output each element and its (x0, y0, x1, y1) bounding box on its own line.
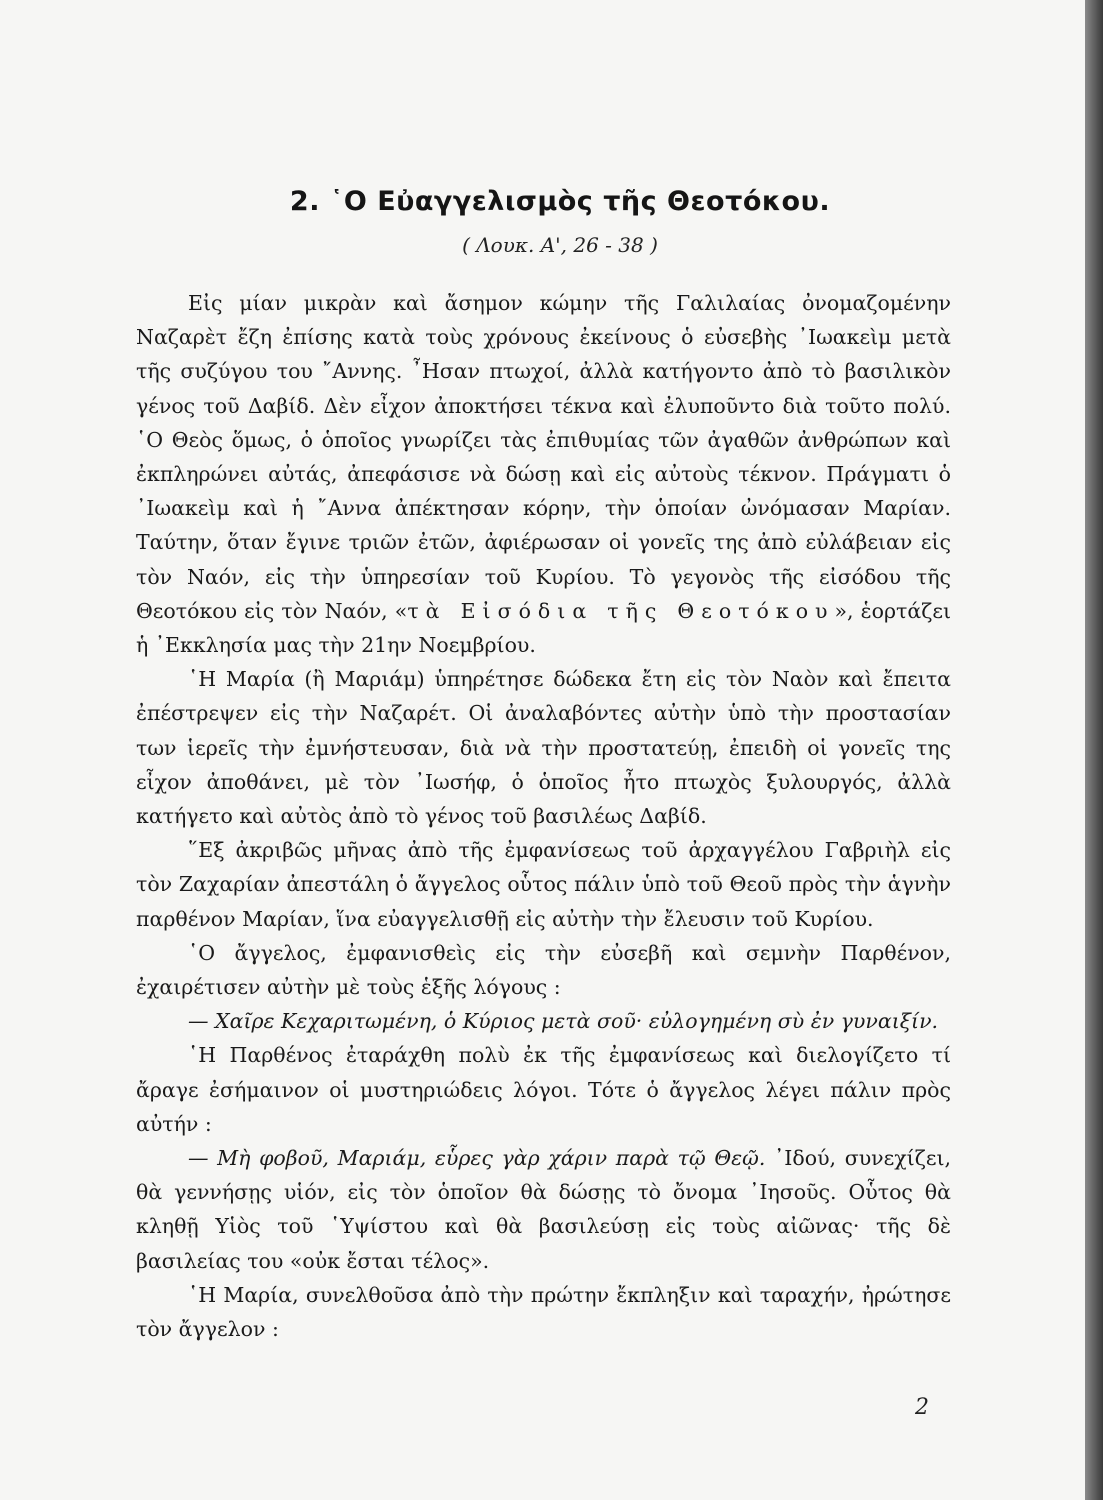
body-text (136, 286, 951, 1346)
paragraph-7: — Μὴ φοβοῦ, Μαριάμ, εὗρες γὰρ χάριν παρὰ τῷ Θεῷ. ᾿Ιδού, συνεχίζει, θὰ γεννήσῃς υἱόν, εἰς τὸν ὁποῖον θὰ δώσῃς τὸ ὄνομα ᾿Ιησοῦς. Οὗτος θὰ κληθῇ Υἱὸς τοῦ ῾Υψίστου καὶ θὰ βασιλεύσῃ εἰς τοὺς αἰῶνας· τῆς δὲ βασιλείας του «οὐκ ἔσται τέλος». (136, 1146, 952, 1273)
feast-name: τὰ Εἰσόδια τῆς Θεοτόκου (407, 598, 835, 623)
paragraph-1: Εἰς μίαν μικρὰν καὶ ἄσημον κώμην τῆς Γαλιλαίας ὀνομαζομένην Ναζαρὲτ ἔζη ἐπίσης κατὰ τοὺς χρόνους ἐκείνους ὁ εὐσεβὴς ᾿Ιωακεὶμ μετὰ τῆς συζύγου του ῎Αννης. ῏Ησαν πτωχοί, ἀλλὰ κατήγοντο ἀπὸ τὸ βασιλικὸν γένος τοῦ Δαβίδ. Δὲν εἶχον ἀποκτήσει τέκνα καὶ ἐλυποῦντο διὰ τοῦτο πολύ. ῾Ο Θεὸς ὅμως, ὁ ὁποῖος γνωρίζει τὰς ἐπιθυμίας τῶν ἀγαθῶν ἀνθρώπων καὶ ἐκπληρώνει αὐτάς, ἀπεφάσισε νὰ δώσῃ καὶ εἰς αὐτοὺς τέκνον. Πράγματι ὁ ᾿Ιωακεὶμ καὶ ἡ ῎Αννα ἀπέκτησαν κόρην, τὴν ὁποίαν ὠνόμασαν Μαρίαν. Ταύτην, ὅταν ἔγινε τριῶν ἐτῶν, ἀφιέρωσαν οἱ γονεῖς της ἀπὸ εὐλάβειαν εἰς τὸν Ναόν, εἰς τὴν ὑπηρεσίαν τοῦ Κυρίου. Τὸ γεγονὸς τῆς εἰσόδου τῆς Θεοτόκου εἰς τὸν Ναόν, «τὰ Εἰσόδια τῆς Θεοτόκου», ἑορτάζει ἡ ᾿Εκκλησία μας τὴν 21ην Νοεμβρίου. (136, 291, 951, 658)
page-number: 2 (915, 1395, 929, 1420)
angel-message: — Μὴ φοβοῦ, Μαριάμ, εὗρες γὰρ χάριν παρὰ τῷ Θεῷ. (188, 1146, 766, 1171)
page-edge-shadow (1085, 0, 1103, 1500)
page-title: 2. ῾Ο Εὐαγγελισμὸς τῆς Θεοτόκου. (289, 186, 831, 217)
paragraph-6: ῾Η Παρθένος ἐταράχθη πολὺ ἐκ τῆς ἐμφανίσεως καὶ διελογίζετο τί ἄραγε ἐσήμαινον οἱ μυστηριώδεις λόγοι. Τότε ὁ ἄγγελος λέγει πάλιν πρὸς αὐτήν : (136, 1043, 951, 1136)
scripture-reference: ( Λουκ. Α', 26 - 38 ) (462, 233, 658, 257)
paragraph-2: ῾Η Μαρία (ἢ Μαριάμ) ὑπηρέτησε δώδεκα ἔτη εἰς τὸν Ναὸν καὶ ἔπειτα ἐπέστρεψεν εἰς τὴν Ναζαρέτ. Οἱ ἀναλαβόντες αὐτὴν ὑπὸ τὴν προστασίαν των ἱερεῖς τὴν ἐμνήστευσαν, διὰ νὰ τὴν προστατεύῃ, ἐπειδὴ οἱ γονεῖς της εἶχον ἀποθάνει, μὲ τὸν ᾿Ιωσήφ, ὁ ὁποῖος ἦτο πτωχὸς ξυλουργός, ἀλλὰ κατήγετο καὶ αὐτὸς ἀπὸ τὸ γένος τοῦ βασιλέως Δαβίδ. (136, 667, 951, 829)
paragraph-3: ῞Εξ ἀκριβῶς μῆνας ἀπὸ τῆς ἐμφανίσεως τοῦ ἀρχαγγέλου Γαβριὴλ εἰς τὸν Ζαχαρίαν ἀπεστάλη ὁ ἄγγελος οὗτος πάλιν ὑπὸ τοῦ Θεοῦ πρὸς τὴν ἁγνὴν παρθένον Μαρίαν, ἵνα εὐαγγελισθῇ εἰς αὐτὴν τὴν ἔλευσιν τοῦ Κυρίου. (136, 838, 951, 931)
angel-greeting: — Χαῖρε Κεχαριτωμένη, ὁ Κύριος μετὰ σοῦ· εὐλογημένη σὺ ἐν γυναιξίν. (188, 1009, 939, 1034)
paragraph-8: ῾Η Μαρία, συνελθοῦσα ἀπὸ τὴν πρώτην ἔκπληξιν καὶ ταραχήν, ἠρώτησε τὸν ἄγγελον : (136, 1282, 951, 1342)
paragraph-4: ῾Ο ἄγγελος, ἐμφανισθεὶς εἰς τὴν εὐσεβῆ καὶ σεμνὴν Παρθένον, ἐχαιρέτισεν αὐτὴν μὲ τοὺς ἑξῆς λόγους : (136, 940, 951, 1000)
